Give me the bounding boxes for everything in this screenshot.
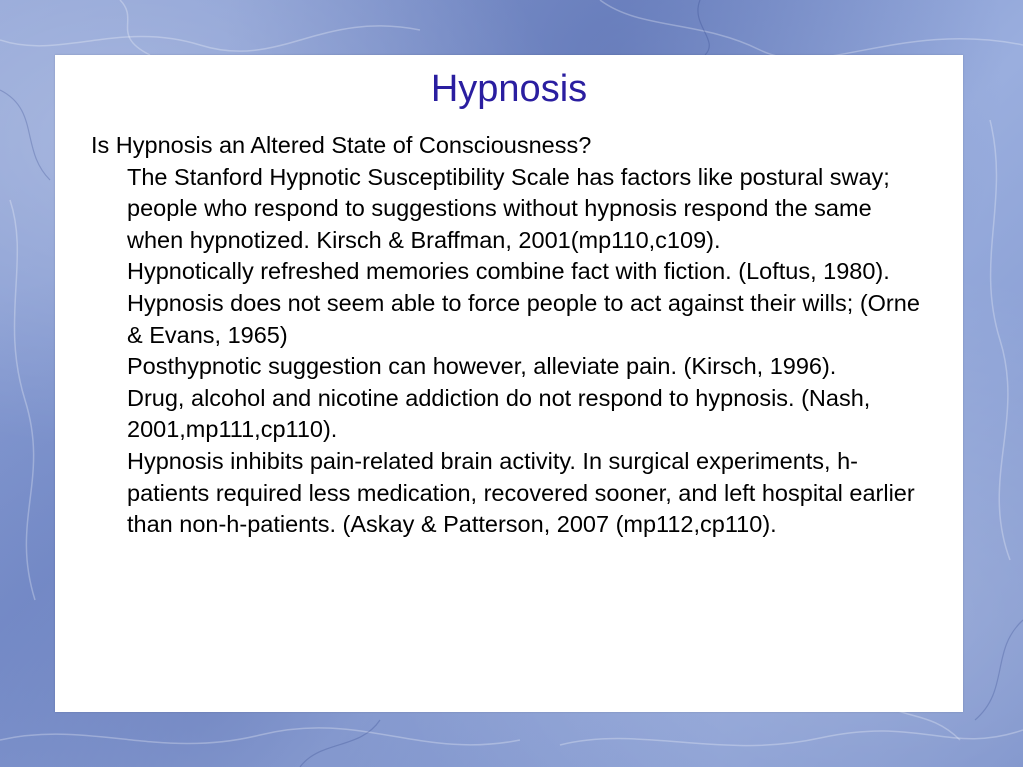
slide-title: Hypnosis bbox=[430, 68, 588, 110]
list-item: Posthypnotic suggestion can however, alleviate pain. (Kirsch, 1996). bbox=[127, 353, 837, 380]
list-item: Hypnosis does not seem able to force people to act against their wills; (Orne & Evans, 1965) bbox=[127, 289, 920, 348]
slide-panel bbox=[55, 55, 963, 712]
list-item: The Stanford Hypnotic Susceptibility Scale has factors like postural sway; people who respond to suggestions without hypnosis respond the same when hypnotized. Kirsch & Braffman, 2001(mp110,c109). bbox=[127, 163, 890, 253]
list-item: Hypnosis inhibits pain-related brain activity. In surgical experiments, h-patients required less medication, recovered sooner, and left hospital earlier than non-h-patients. (Askay & Patterson, 2007 (mp112,cp110). bbox=[127, 447, 915, 538]
slide-content bbox=[91, 130, 931, 541]
list-item: Hypnotically refreshed memories combine fact with fiction. (Loftus, 1980). bbox=[127, 258, 890, 285]
list-item: Drug, alcohol and nicotine addiction do not respond to hypnosis. (Nash, 2001,mp111,cp110). bbox=[127, 384, 871, 443]
point-list bbox=[91, 162, 931, 541]
slide-heading: Is Hypnosis an Altered State of Consciousness? bbox=[91, 132, 592, 158]
